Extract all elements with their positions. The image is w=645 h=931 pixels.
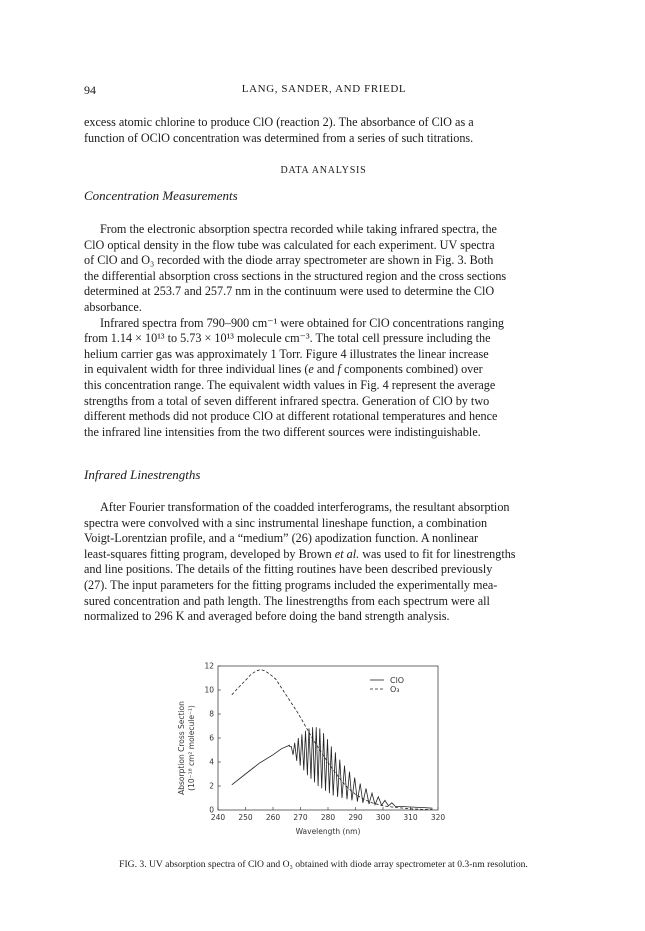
x-tick-label: 290	[348, 813, 363, 822]
text-line: From the electronic absorption spectra recorded while taking infrared spectra, the	[100, 222, 497, 236]
x-tick-label: 300	[375, 813, 391, 822]
x-tick-label: 270	[293, 813, 308, 822]
chart-series	[232, 670, 433, 810]
y-axis-label: Absorption Cross Section	[177, 701, 186, 795]
text-line: (27). The input parameters for the fitting programs included the experimentally mea-	[84, 577, 498, 592]
text-line: from 1.14 × 10¹³ to 5.73 × 10¹³ molecule cm⁻³. The total cell pressure including the	[84, 331, 491, 346]
text-line: this concentration range. The equivalent width values in Fig. 4 represent the average	[84, 377, 496, 392]
legend-label-o3: O₃	[390, 685, 400, 694]
text-line: After Fourier transformation of the coadded interferograms, the resultant absorption	[100, 500, 510, 514]
y-tick-label: 0	[209, 805, 214, 815]
figure-caption: FIG. 3. UV absorption spectra of ClO and O₃ obtained with diode array spectrometer at 0.3-nm resolution.	[119, 859, 528, 870]
uv-absorption-chart	[170, 658, 470, 848]
text-line: Infrared spectra from 790–900 cm⁻¹ were obtained for ClO concentrations ranging	[100, 315, 505, 330]
text-line: the differential absorption cross sections in the structured region and the cross sections	[84, 268, 507, 283]
paragraph-infrared	[84, 316, 563, 441]
text-line: sured concentration and path length. The linestrengths from each spectrum were all	[84, 593, 490, 608]
x-tick-label: 260	[265, 813, 281, 822]
x-tick-label: 320	[430, 813, 446, 822]
text-line: in equivalent width for three individual lines (e and f components combined) over	[84, 362, 483, 377]
y-tick-label: 8	[209, 709, 214, 719]
text-line: spectra were convolved with a sinc instrumental lineshape function, a combination	[84, 515, 488, 530]
text-line: determined at 253.7 and 257.7 nm in the continuum were used to determine the ClO	[84, 284, 495, 299]
series-line-o3	[232, 670, 433, 810]
text-line: function of OClO concentration was determined from a series of such titrations.	[84, 130, 474, 145]
text-line: absorbance.	[84, 299, 142, 314]
text-line: Voigt-Lorentzian profile, and a “medium” (26) apodization function. A nonlinear	[84, 531, 479, 546]
text-line: excess atomic chlorine to produce ClO (reaction 2). The absorbance of ClO as a	[84, 115, 474, 129]
text-line: helium carrier gas was approximately 1 Torr. Figure 4 illustrates the linear increase	[84, 346, 489, 361]
chart-legend	[370, 676, 404, 694]
paragraph-linestrengths	[84, 500, 563, 625]
y-tick-label: 10	[204, 685, 214, 695]
x-axis-label: Wavelength (nm)	[295, 827, 361, 836]
text-line: the infrared line intensities from the two different sources were indistinguishable.	[84, 424, 481, 439]
y-tick-label: 12	[204, 661, 214, 671]
paragraph-concentration	[84, 222, 563, 316]
x-tick-label: 310	[403, 813, 418, 822]
text-line: least-squares fitting program, developed by Brown et al. was used to fit for linestrengths	[84, 546, 516, 561]
series-line-clo	[232, 727, 433, 808]
text-line: strengths from a total of seven different infrared spectra. Generation of ClO by two	[84, 393, 490, 408]
legend-label-clo: ClO	[390, 676, 405, 685]
y-tick-label: 2	[209, 781, 214, 791]
x-tick-label: 240	[210, 813, 226, 822]
section-title: DATA ANALYSIS	[280, 165, 367, 176]
x-tick-label: 280	[320, 813, 336, 822]
x-tick-label: 250	[238, 813, 253, 822]
plot-frame	[218, 666, 438, 810]
y-tick-label: 6	[209, 733, 214, 743]
text-line: and line positions. The details of the fitting routines have been described previously	[84, 562, 493, 577]
text-line: different methods did not produce ClO at different rotational temperatures and hence	[84, 409, 498, 424]
subsection-title: Infrared Linestrengths	[84, 467, 201, 482]
intro-paragraph	[84, 115, 563, 146]
subsection-title: Concentration Measurements	[84, 188, 238, 203]
text-line: of ClO and O₃ recorded with the diode array spectrometer are shown in Fig. 3. Both	[84, 253, 494, 268]
page-number: 94	[84, 83, 96, 97]
page-header	[84, 83, 564, 99]
y-axis-units: (10⁻¹⁸ cm² molecule⁻¹)	[187, 705, 196, 791]
text-line: ClO optical density in the flow tube was calculated for each experiment. UV spectra	[84, 237, 495, 252]
y-tick-label: 4	[209, 757, 214, 767]
running-head: LANG, SANDER, AND FRIEDL	[241, 83, 407, 95]
text-line: normalized to 296 K and averaged before doing the band strength analysis.	[84, 609, 450, 624]
